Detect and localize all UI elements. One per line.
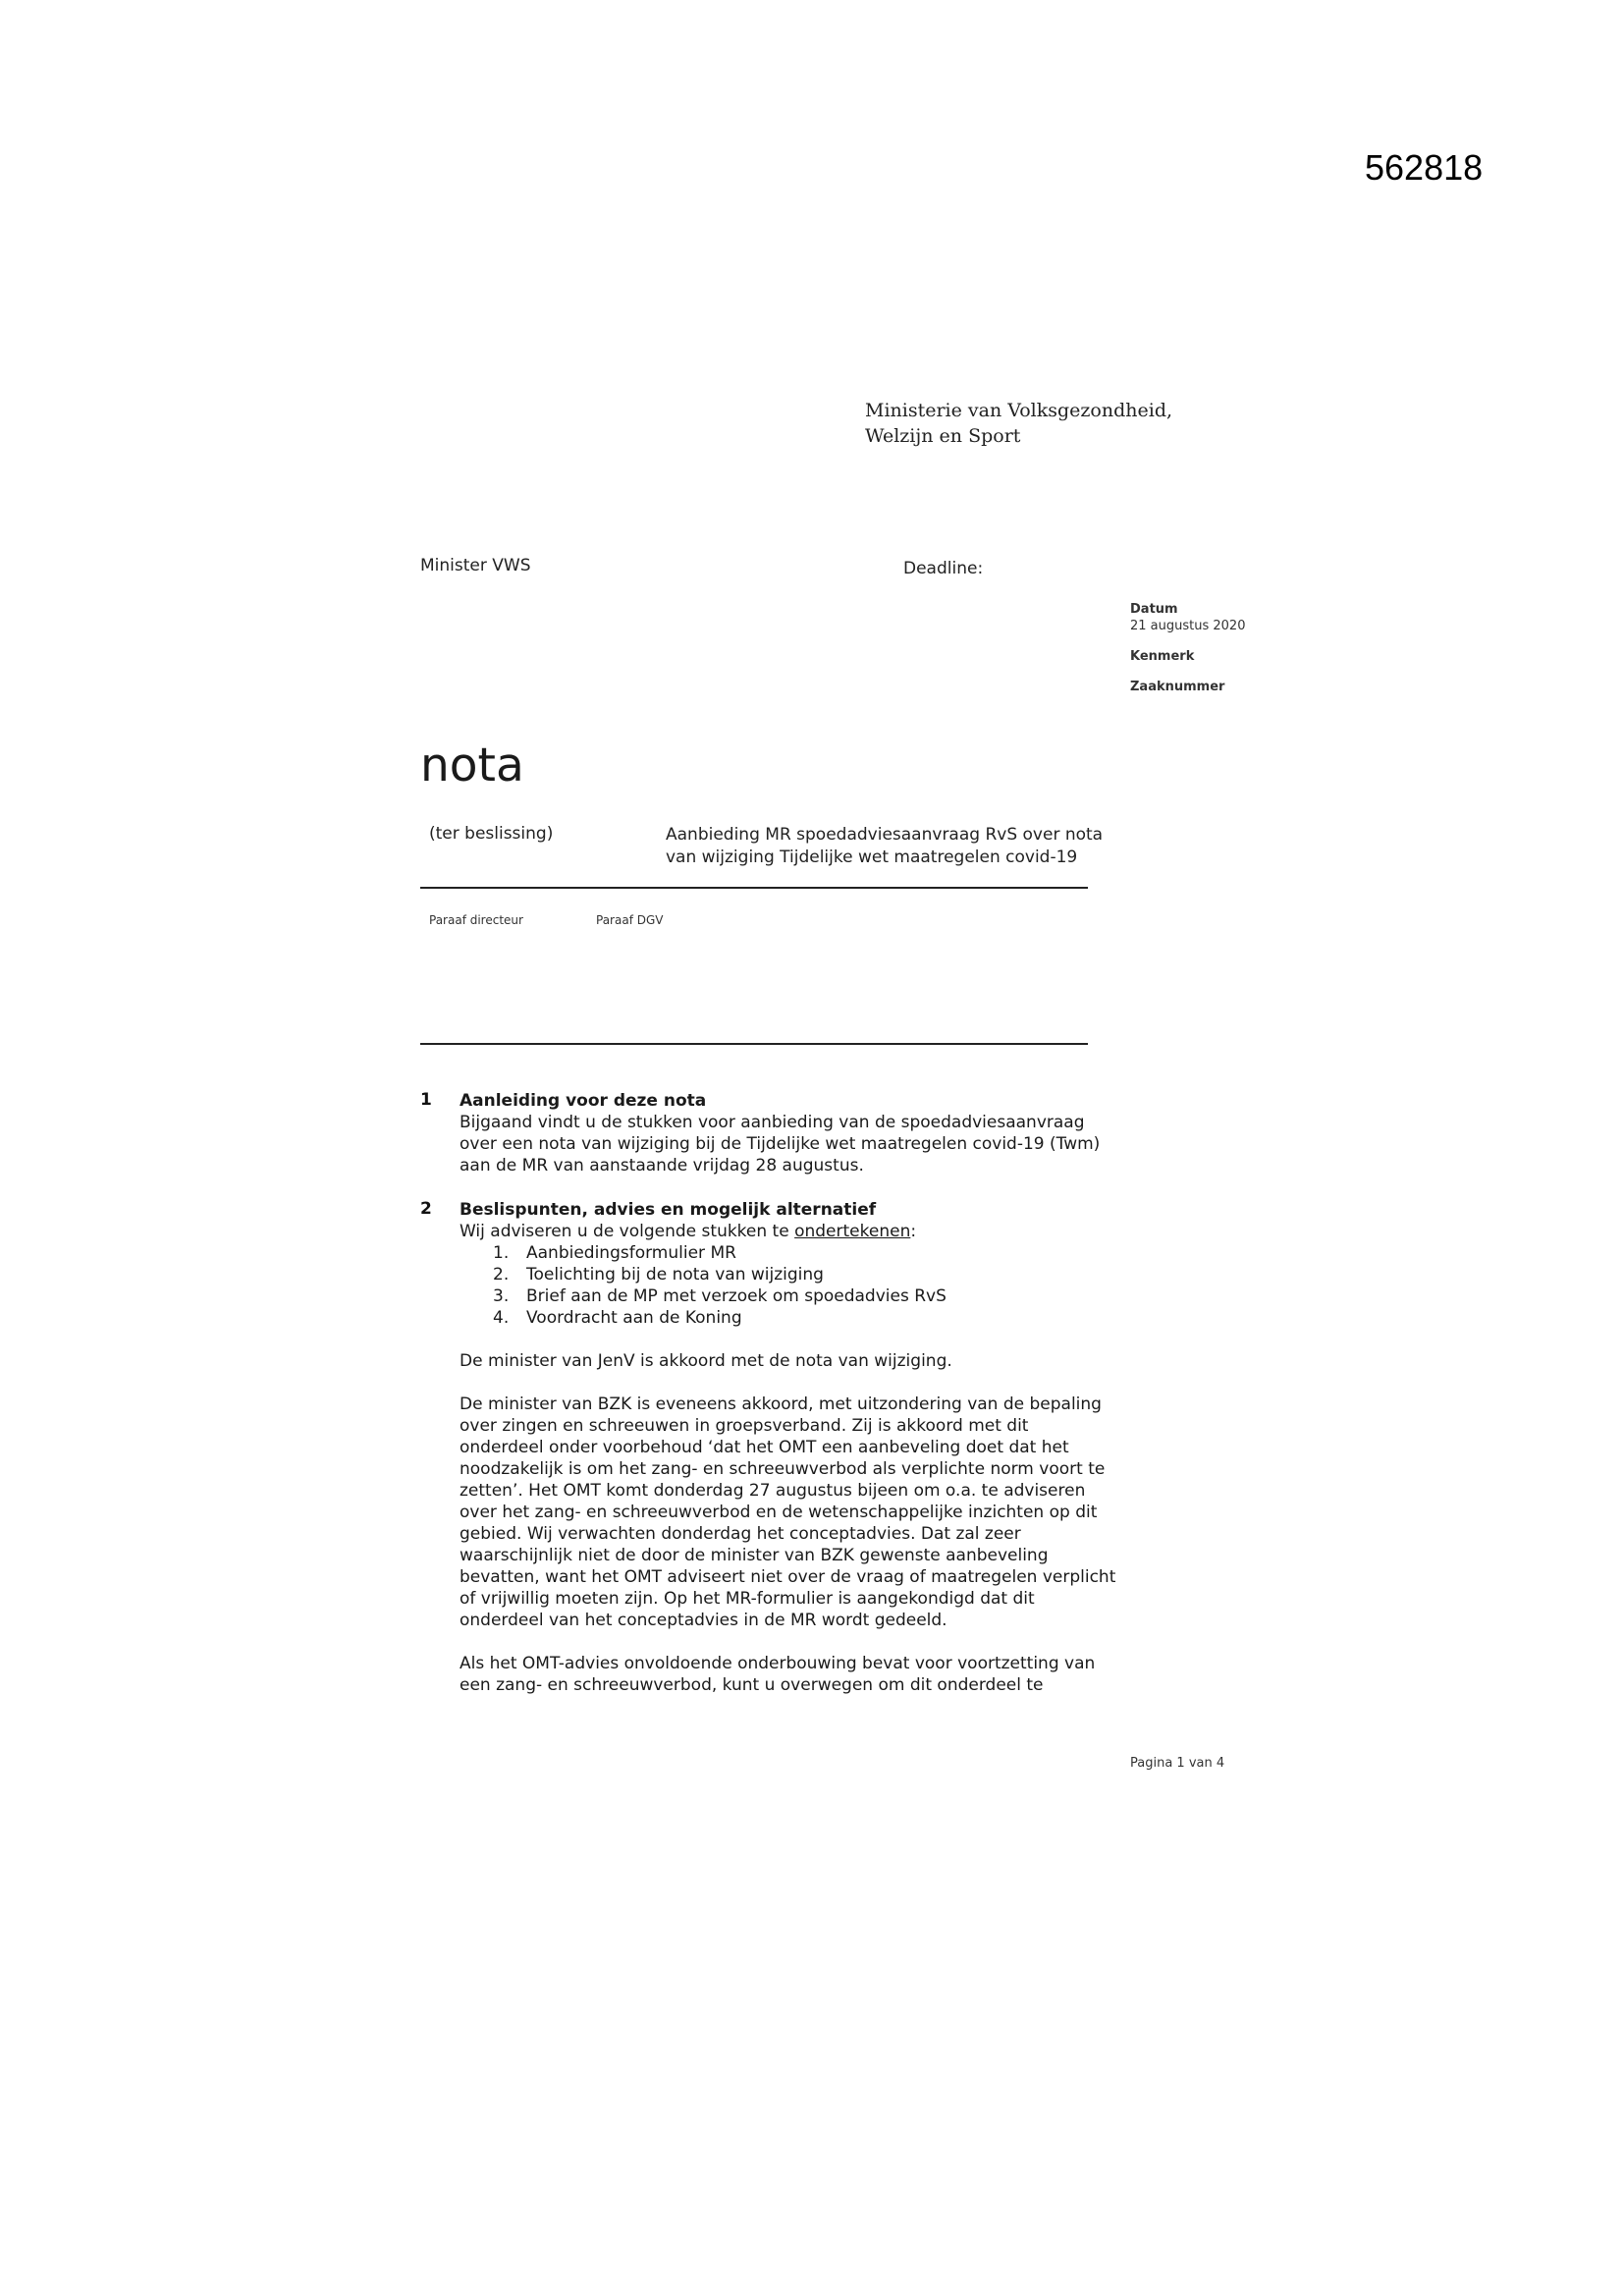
paragraph-line: over zingen en schreeuwen in groepsverband. Zij is akkoord met dit bbox=[460, 1416, 1029, 1436]
stukken-list bbox=[460, 1242, 1115, 1329]
zaaknummer-label: Zaaknummer bbox=[1130, 680, 1225, 694]
list-number: 1. bbox=[493, 1243, 510, 1263]
subject-line-2: van wijziging Tijdelijke wet maatregelen covid-19 bbox=[666, 847, 1078, 867]
paragraph-line: bevatten, want het OMT adviseert niet over de vraag of maatregelen verplicht bbox=[460, 1567, 1116, 1587]
list-number: 2. bbox=[493, 1265, 510, 1285]
paragraph-line: onderdeel van het conceptadvies in de MR wordt gedeeld. bbox=[460, 1611, 947, 1630]
list-text: Toelichting bij de nota van wijziging bbox=[526, 1265, 824, 1285]
ministry-line-1: Ministerie van Volksgezondheid, bbox=[865, 400, 1173, 421]
section-2-intro bbox=[460, 1221, 1115, 1242]
page-number: Pagina 1 van 4 bbox=[1130, 1756, 1225, 1771]
document-title: nota bbox=[420, 738, 524, 793]
paragraph-line: Als het OMT-advies onvoldoende onderbouwing bevat voor voortzetting van bbox=[460, 1654, 1096, 1673]
paragraph-line: noodzakelijk is om het zang- en schreeuwverbod als verplichte norm voort te bbox=[460, 1459, 1106, 1479]
list-number: 3. bbox=[493, 1286, 510, 1306]
section-1-line: over een nota van wijziging bij de Tijdelijke wet maatregelen covid-19 (Twm) bbox=[460, 1134, 1101, 1154]
paragraph-line: onderdeel onder voorbehoud ‘dat het OMT een aanbeveling doet dat het bbox=[460, 1438, 1069, 1457]
section-1-title: Aanleiding voor deze nota bbox=[460, 1091, 707, 1111]
meta-block bbox=[1130, 601, 1245, 695]
intro-prefix: Wij adviseren u de volgende stukken te bbox=[460, 1222, 795, 1241]
divider-bottom bbox=[420, 1043, 1088, 1045]
paragraph-line: over het zang- en schreeuwverbod en de wetenschappelijke inzichten op dit bbox=[460, 1503, 1098, 1522]
document-number: 562818 bbox=[1365, 147, 1484, 188]
list-item bbox=[493, 1307, 1115, 1329]
document-type: (ter beslissing) bbox=[429, 824, 554, 844]
section-1-line: Bijgaand vindt u de stukken voor aanbieding van de spoedadviesaanvraag bbox=[460, 1113, 1085, 1132]
paragraph-line: zetten’. Het OMT komt donderdag 27 augustus bijeen om o.a. te adviseren bbox=[460, 1481, 1086, 1501]
list-item bbox=[493, 1285, 1115, 1307]
paragraph-omt bbox=[460, 1653, 1115, 1696]
paragraph-bzk bbox=[460, 1394, 1115, 1631]
list-number: 4. bbox=[493, 1308, 510, 1328]
list-text: Brief aan de MP met verzoek om spoedadvies RvS bbox=[526, 1286, 947, 1306]
kenmerk-label: Kenmerk bbox=[1130, 649, 1195, 664]
paragraph-line: waarschijnlijk niet de door de minister van BZK gewenste aanbeveling bbox=[460, 1546, 1049, 1565]
subject-line-1: Aanbieding MR spoedadviesaanvraag RvS over nota bbox=[666, 825, 1104, 845]
paraaf-directeur: Paraaf directeur bbox=[429, 913, 523, 927]
divider-top bbox=[420, 887, 1088, 889]
intro-suffix: : bbox=[910, 1222, 917, 1241]
datum-label: Datum bbox=[1130, 602, 1178, 617]
paragraph-line: De minister van BZK is eveneens akkoord, met uitzondering van de bepaling bbox=[460, 1394, 1102, 1414]
intro-underlined: ondertekenen bbox=[794, 1222, 911, 1241]
section-1 bbox=[460, 1090, 1100, 1176]
paragraph-line: gebied. Wij verwachten donderdag het conceptadvies. Dat zal zeer bbox=[460, 1524, 1021, 1544]
list-item bbox=[493, 1242, 1115, 1264]
section-1-line: aan de MR van aanstaande vrijdag 28 augustus. bbox=[460, 1156, 864, 1175]
deadline-label: Deadline: bbox=[903, 559, 984, 578]
section-2-number: 2 bbox=[420, 1199, 432, 1219]
paragraph-line: of vrijwillig moeten zijn. Op het MR-formulier is aangekondigd dat dit bbox=[460, 1589, 1035, 1609]
ministry-name bbox=[865, 398, 1172, 449]
document-subject bbox=[666, 824, 1103, 869]
list-text: Aanbiedingsformulier MR bbox=[526, 1243, 736, 1263]
ministry-line-2: Welzijn en Sport bbox=[865, 425, 1021, 447]
paragraph-line: een zang- en schreeuwverbod, kunt u overwegen om dit onderdeel te bbox=[460, 1675, 1044, 1695]
section-2 bbox=[460, 1199, 1115, 1696]
addressee: Minister VWS bbox=[420, 556, 531, 575]
list-text: Voordracht aan de Koning bbox=[526, 1308, 742, 1328]
paragraph-jenv: De minister van JenV is akkoord met de nota van wijziging. bbox=[460, 1351, 952, 1371]
paraaf-dgv: Paraaf DGV bbox=[596, 913, 664, 927]
list-item bbox=[493, 1264, 1115, 1285]
section-1-number: 1 bbox=[420, 1090, 432, 1110]
section-2-title: Beslispunten, advies en mogelijk alternatief bbox=[460, 1200, 877, 1220]
datum-value: 21 augustus 2020 bbox=[1130, 619, 1246, 633]
